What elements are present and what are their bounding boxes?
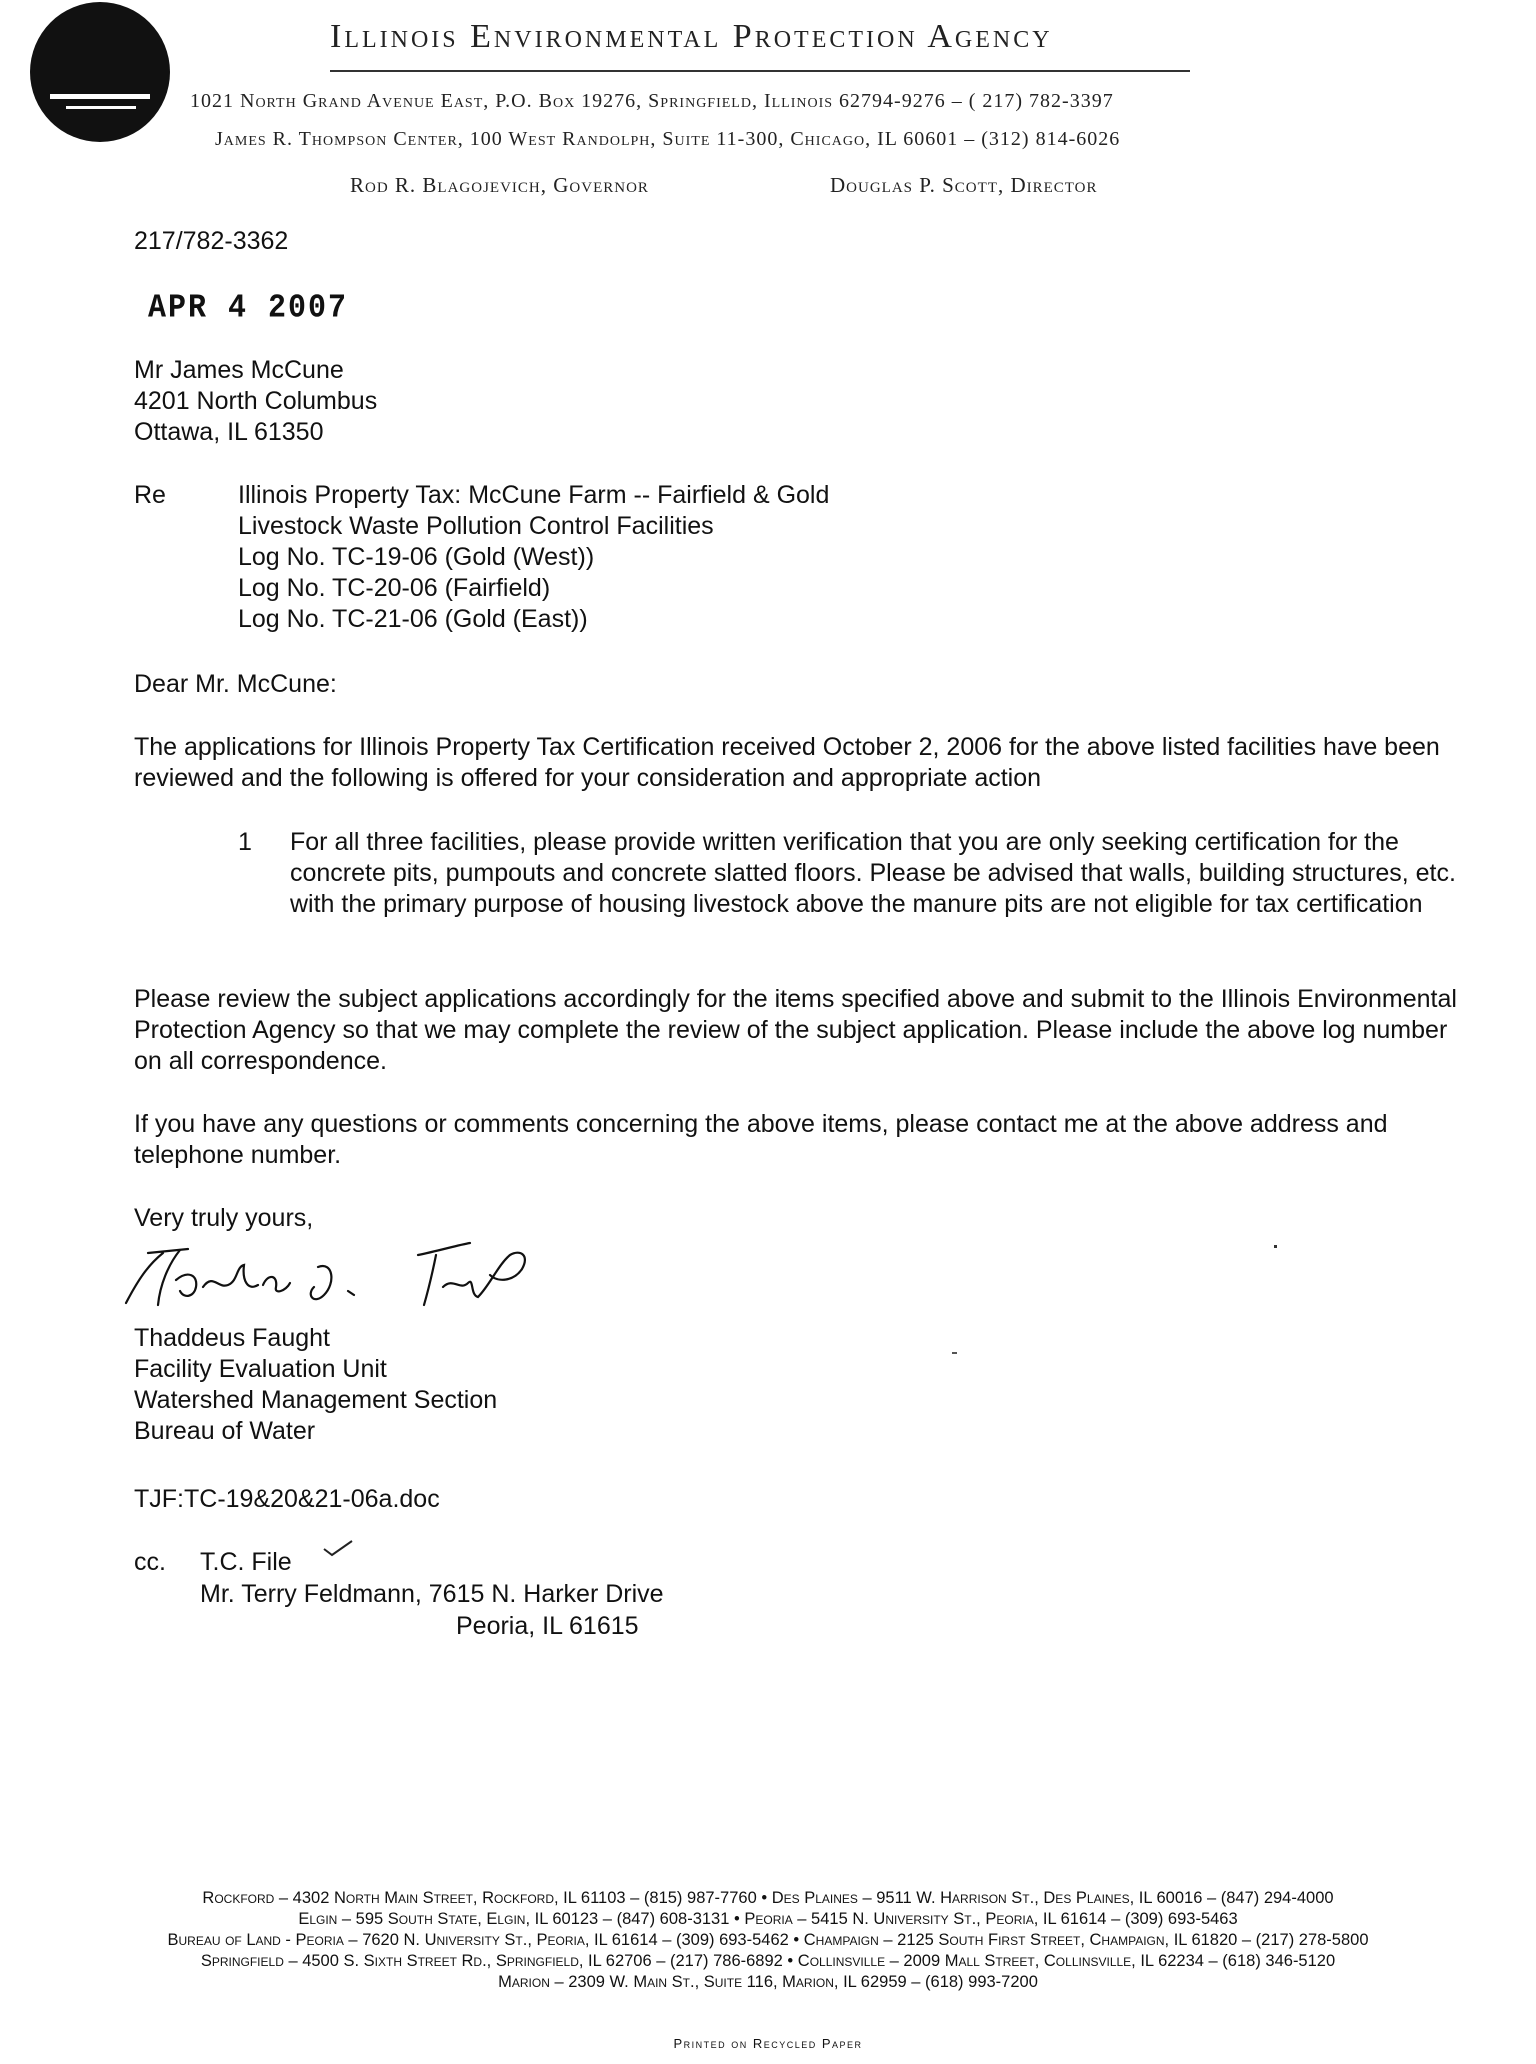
signer-unit: Facility Evaluation Unit (134, 1355, 387, 1383)
cc-recipient-file: T.C. File (200, 1548, 292, 1576)
handwritten-signature (118, 1225, 578, 1315)
salutation: Dear Mr. McCune: (134, 670, 337, 698)
paragraph-3: If you have any questions or comments concerning the above items, please contact me at the above address and telephone number. (134, 1110, 1388, 1169)
scan-speck (1274, 1245, 1277, 1248)
footer-line: Springfield – 4500 S. Sixth Street Rd., Springfield, IL 62706 – (217) 786-6892 • Collinsville – 2009 Mall Street, Collinsville, IL 62234 – (618) 346-5120 (200, 1952, 1336, 1970)
paragraph-1: The applications for Illinois Property Tax Certification received October 2, 2006 for the above listed facilities have been reviewed and the following is offered for your consideration and appropriate action (134, 733, 1440, 792)
footer-line: Bureau of Land - Peoria – 7620 N. University St., Peoria, IL 61614 – (309) 693-5462 • Champaign – 2125 South First Street, Champaign, IL 61820 – (217) 278-5800 (167, 1931, 1369, 1949)
subject-line: Log No. TC-19-06 (Gold (West)) (238, 543, 595, 571)
subject-line: Illinois Property Tax: McCune Farm -- Fairfield & Gold (238, 481, 830, 509)
checkmark-icon (318, 1537, 358, 1559)
header-divider (330, 70, 1190, 72)
signer-name: Thaddeus Faught (134, 1324, 330, 1352)
cc-label: cc. (134, 1548, 166, 1576)
closing: Very truly yours, (134, 1204, 314, 1232)
scan-speck (952, 1352, 957, 1354)
footer-line: Rockford – 4302 North Main Street, Rockford, IL 61103 – (815) 987-7760 • Des Plaines – 9511 W. Harrison St., Des Plaines, IL 60016 – (847) 294-4000 (202, 1889, 1334, 1907)
governor-name: Rod R. Blagojevich, Governor (350, 173, 649, 197)
date-stamp: APR 4 2007 (148, 290, 349, 328)
agency-seal-logo (30, 2, 170, 142)
subject-line: Log No. TC-21-06 (Gold (East)) (238, 605, 588, 633)
recycled-paper-note: Printed on Recycled Paper (673, 2036, 863, 2051)
recipient-line: 4201 North Columbus (134, 387, 378, 415)
regional-offices-footer (0, 1888, 1536, 1993)
subject-line: Livestock Waste Pollution Control Facilities (238, 512, 714, 540)
item-text: For all three facilities, please provide written verification that you are only seeking certification for the concrete pits, pumpouts and concrete slatted floors. Please be advised that walls, building structures, etc. with the primary purpose of housing livestock above the manure pits are not eligible for tax certification (290, 828, 1456, 918)
subject-line: Log No. TC-20-06 (Fairfield) (238, 574, 551, 602)
item-number: 1 (238, 828, 252, 856)
subject-lines (238, 480, 829, 635)
recipient-line: Mr James McCune (134, 356, 344, 384)
document-reference: TJF:TC-19&20&21-06a.doc (134, 1485, 440, 1513)
signer-bureau: Bureau of Water (134, 1417, 316, 1445)
footer-line: Elgin – 595 South State, Elgin, IL 60123 – (847) 608-3131 • Peoria – 5415 N. University St., Peoria, IL 61614 – (309) 693-5463 (298, 1910, 1238, 1928)
recipient-address (134, 355, 377, 448)
agency-name: Illinois Environmental Protection Agency (330, 18, 1053, 55)
footer-line: Marion – 2309 W. Main St., Suite 116, Marion, IL 62959 – (618) 993-7200 (498, 1973, 1038, 1991)
phone-number: 217/782-3362 (134, 227, 289, 255)
cc-recipient-city: Peoria, IL 61615 (456, 1612, 639, 1640)
address-springfield: 1021 North Grand Avenue East, P.O. Box 19276, Springfield, Illinois 62794-9276 – ( 217) 782-3397 (190, 90, 1114, 112)
address-chicago: James R. Thompson Center, 100 West Randolph, Suite 11-300, Chicago, IL 60601 – (312) 814-6026 (215, 128, 1121, 150)
re-label: Re (134, 481, 166, 509)
recipient-line: Ottawa, IL 61350 (134, 418, 324, 446)
director-name: Douglas P. Scott, Director (830, 173, 1098, 197)
signer-section: Watershed Management Section (134, 1386, 498, 1414)
signature-block (134, 1323, 497, 1447)
cc-recipient-name: Mr. Terry Feldmann, 7615 N. Harker Drive (200, 1580, 664, 1608)
paragraph-2: Please review the subject applications accordingly for the items specified above and submit to the Illinois Environmental Protection Agency so that we may complete the review of the subject application. Please include the above log number on all correspondence. (134, 985, 1457, 1075)
